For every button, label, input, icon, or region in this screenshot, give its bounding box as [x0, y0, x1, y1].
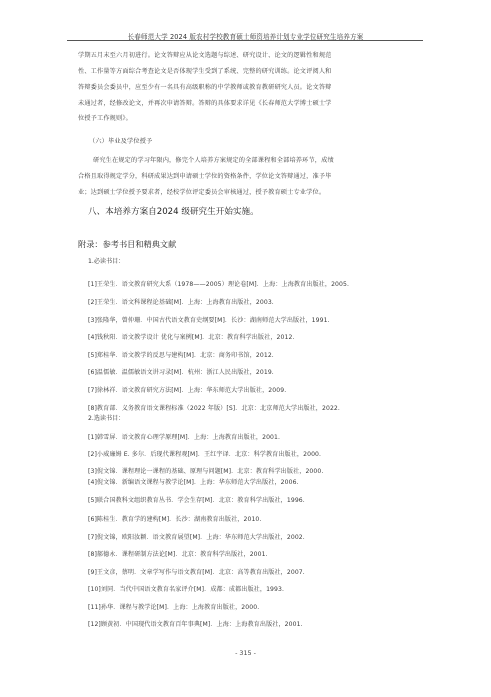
reference-item: [4]倪文锦．新编语文课程与教学论[M]．上海：华东师范大学出版社，2006. [88, 479, 299, 486]
reference-item: [3]倪文锦．课程理论一课程的基础、原理与问题[M]．北京：教育科学出版社，2000. [88, 468, 324, 475]
body-line: 学期五月末至六月初进行。论文答辩应从论文选题与综述、研究设计、论文的逻辑性和规范 [78, 52, 332, 59]
header-rule [67, 40, 423, 41]
subsection-heading: （六）毕业及学位授予 [89, 138, 153, 145]
reference-item: [5]联合国教科文组织教育丛书．学会生存[M]．北京：教育科学出版社，1996. [88, 497, 305, 504]
body-line: 研究生在规定的学习年限内，修完个人培养方案规定的全部课程和全部培养环节，成绩 [93, 157, 334, 164]
reference-item: [4]钱秋阳．语文教学设计 优化与案例[M]．北京：教育科学出版社，2012. [88, 334, 295, 341]
page-number: - 315 - [235, 649, 256, 657]
reference-item: [7]倪文锦，欧阳汝颖．语文教育展望[M]．上海：华东师范大学出版社，2002. [88, 534, 305, 541]
body-line: 业；达到硕士学位授予要求者，经校学位评定委员会审核通过，授予教育硕士专业学位。 [78, 189, 326, 196]
reference-item: [7]徐林祥．语文教育研究方法[M]．上海：华东师范大学出版社，2009. [88, 387, 287, 394]
reference-item: [12]顾黄初．中国现代语文教育百年事典[M]．上海：上海教育出版社，2001. [88, 621, 303, 628]
reference-item: [11]孙华．课程与教学论[M]．上海：上海教育出版社，2000. [88, 604, 260, 611]
reference-item: [1]韩雪屏．语文教育心理学原理[M]．上海：上海教育出版社，2001. [88, 434, 281, 441]
reference-item: [3]张隆华，曾仲珊．中国古代语文教育史纲要[M]．长沙：湖南师范大学出版社，1991. [88, 317, 330, 324]
body-line: 答辩委员会委员中，应至少有一名具有高级职称的中学教师或教育教研研究人员。论文答辩 [78, 84, 332, 91]
section-eight-heading: 八、本培养方案自2024 级研究生开始实施。 [88, 207, 259, 217]
reference-item: [2]王荣生．语文科课程论基础[M]．上海：上海教育出版社，2003. [88, 299, 274, 306]
reference-item: [8]教育部．义务教育语文课程标准（2022 年版）[S]．北京：北京师范大学出版社，2022. [88, 405, 340, 412]
header-title: 长春师范大学 2024 版农村学校教育硕士师资培养计划专业学位研究生培养方案 [127, 33, 364, 41]
reference-item: [6]温儒敏．温儒敏语文讲习录[M]．杭州：浙江人民出版社，2019. [88, 369, 274, 376]
body-line: 合格且取得规定学分，科研成果达到申请硕士学位的资格条件，学位论文答辩通过，准予毕 [78, 173, 332, 180]
reference-item: [2]小威廉姆 E. 多尔．后现代课程观[M]．王红宇译．北京：科学教育出版社，2000. [88, 451, 322, 458]
reference-item: [1]王荣生．语文教育研究大系（1978——2005）理论卷[M]．上海：上海教育出版社，2005. [88, 281, 350, 288]
body-line: 性、工作量等方面综合考查论文是否体现学生受到了系统、完整的研究训练。论文评阅人和 [78, 68, 332, 75]
reference-item: [6]陈桂生．教育学的建构[M]．长沙：湖南教育出版社，2010. [88, 516, 262, 523]
body-line: 未通过者，经修改论文，并再次申请答辩。答辩的具体要求详见《长春师范大学博士硕士学 [78, 100, 332, 107]
reference-item: [9]王文彦，蔡明．文章学写作与语文教育[M]．北京：高等教育出版社，2007. [88, 569, 305, 576]
reference-item: [8]郝德永．课程研制方法论[M]．北京：教育科学出版社，2001. [88, 551, 268, 558]
page-header [0, 0, 491, 44]
body-line: 位授予工作规则》。 [78, 115, 132, 122]
required-books-label: 1.必读书目： [88, 258, 125, 265]
reference-item: [10]刘同．当代中国语文教育名家评介[M]．成都：成都出版社，1993. [88, 586, 285, 593]
optional-books-label: 2.选读书目： [88, 415, 125, 422]
appendix-title: 附录：参考书目和精典文献 [78, 239, 177, 249]
reference-item: [5]郑桂华．语文教学的反思与建构[M]．北京：商务印书馆，2012. [88, 352, 274, 359]
